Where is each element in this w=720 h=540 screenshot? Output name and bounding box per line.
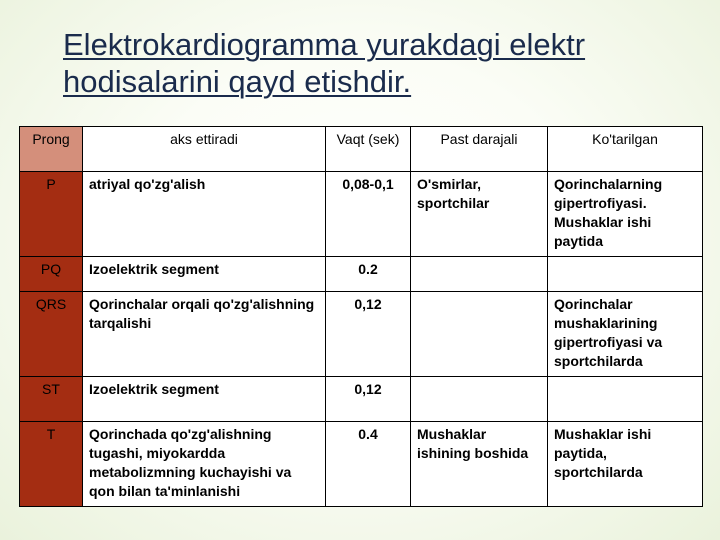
table-row: [20, 292, 703, 377]
prong-cell: P: [20, 172, 83, 257]
header-aks-ettiradi: aks ettiradi: [83, 127, 326, 172]
kotarilgan-cell: Qorinchalarning gipertrofiyasi. Mushaklar ishi paytida: [548, 172, 703, 257]
slide-title: Elektrokardiogramma yurakdagi elektr hodisalarini qayd etishdir.: [63, 27, 586, 99]
ecg-table: [19, 126, 703, 507]
table-row: [20, 257, 703, 292]
vaqt-cell: 0.4: [326, 422, 411, 507]
table-row: [20, 172, 703, 257]
aks-cell: Qorinchada qo'zg'alishning tugashi, miyokardda metabolizmning kuchayishi va qon bilan ta'minlanishi: [83, 422, 326, 507]
aks-cell: Izoelektrik segment: [83, 257, 326, 292]
header-vaqt: Vaqt (sek): [326, 127, 411, 172]
prong-cell: T: [20, 422, 83, 507]
vaqt-cell: 0,12: [326, 377, 411, 422]
header-past-darajali: Past darajali: [411, 127, 548, 172]
table-header-row: [20, 127, 703, 172]
prong-cell: PQ: [20, 257, 83, 292]
prong-cell: ST: [20, 377, 83, 422]
kotarilgan-cell: [548, 257, 703, 292]
table-row: [20, 377, 703, 422]
past-cell: [411, 377, 548, 422]
aks-cell: atriyal qo'zg'alish: [83, 172, 326, 257]
kotarilgan-cell: Mushaklar ishi paytida, sportchilarda: [548, 422, 703, 507]
header-prong: Prong: [20, 127, 83, 172]
aks-cell: Qorinchalar orqali qo'zg'alishning tarqalishi: [83, 292, 326, 377]
past-cell: [411, 257, 548, 292]
vaqt-cell: 0,08-0,1: [326, 172, 411, 257]
past-cell: [411, 292, 548, 377]
past-cell: Mushaklar ishining boshida: [411, 422, 548, 507]
kotarilgan-cell: Qorinchalar mushaklarining gipertrofiyasi va sportchilarda: [548, 292, 703, 377]
header-kotarilgan: Ko'tarilgan: [548, 127, 703, 172]
vaqt-cell: 0,12: [326, 292, 411, 377]
table-row: [20, 422, 703, 507]
prong-cell: QRS: [20, 292, 83, 377]
aks-cell: Izoelektrik segment: [83, 377, 326, 422]
vaqt-cell: 0.2: [326, 257, 411, 292]
kotarilgan-cell: [548, 377, 703, 422]
past-cell: O'smirlar, sportchilar: [411, 172, 548, 257]
